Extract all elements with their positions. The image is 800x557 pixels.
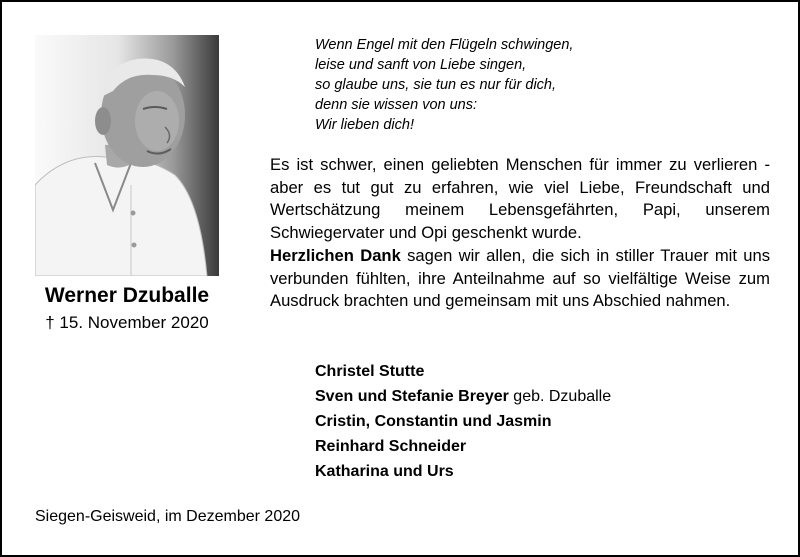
poem-line: leise und sanft von Liebe singen, (315, 57, 527, 73)
poem (315, 35, 573, 135)
place-and-date: Siegen-Geisweid, im Dezember 2020 (35, 508, 301, 525)
portrait-photo (35, 35, 219, 276)
poem-line: Wenn Engel mit den Flügeln schwingen, (315, 37, 574, 53)
death-date: † 15. November 2020 (45, 313, 209, 332)
family-name: Reinhard Schneider (315, 438, 467, 455)
poem-line: Wir lieben dich! (315, 117, 414, 133)
family-note: geb. Dzuballe (508, 388, 612, 405)
message-paragraph-1: Es ist schwer, einen geliebten Menschen für immer zu verlieren - aber es tut gut zu erfahren, wie viel Liebe, Freundschaft und Wertschätzung meinem Lebensgefährten, Papi, unserem Schwiegervater und Opi geschenkt wurde. (270, 155, 770, 242)
family-list (315, 359, 611, 484)
family-name: Christel Stutte (315, 363, 425, 380)
family-entry (315, 359, 611, 384)
message-paragraph-2 (270, 245, 770, 313)
poem-line: denn sie wissen von uns: (315, 97, 478, 113)
portrait-image (35, 35, 219, 276)
family-entry (315, 434, 611, 459)
family-name: Cristin, Constantin und Jasmin (315, 413, 552, 430)
thanks-heading: Herzlichen Dank (270, 246, 401, 265)
deceased-name: Werner Dzuballe (44, 284, 210, 307)
thanks-text: sagen wir allen, die sich in stiller Trauer mit uns verbunden fühlten, ihre Anteilnahme auf so vielfältige Weise zum Ausdruck brachten und gemeinsam mit uns Abschied nahmen. (270, 246, 770, 310)
family-entry (315, 459, 611, 484)
family-name: Sven und Stefanie Breyer (315, 388, 509, 405)
poem-line: so glaube uns, sie tun es nur für dich, (315, 77, 557, 93)
family-entry (315, 384, 611, 409)
family-name: Katharina und Urs (315, 463, 454, 480)
family-entry (315, 409, 611, 434)
